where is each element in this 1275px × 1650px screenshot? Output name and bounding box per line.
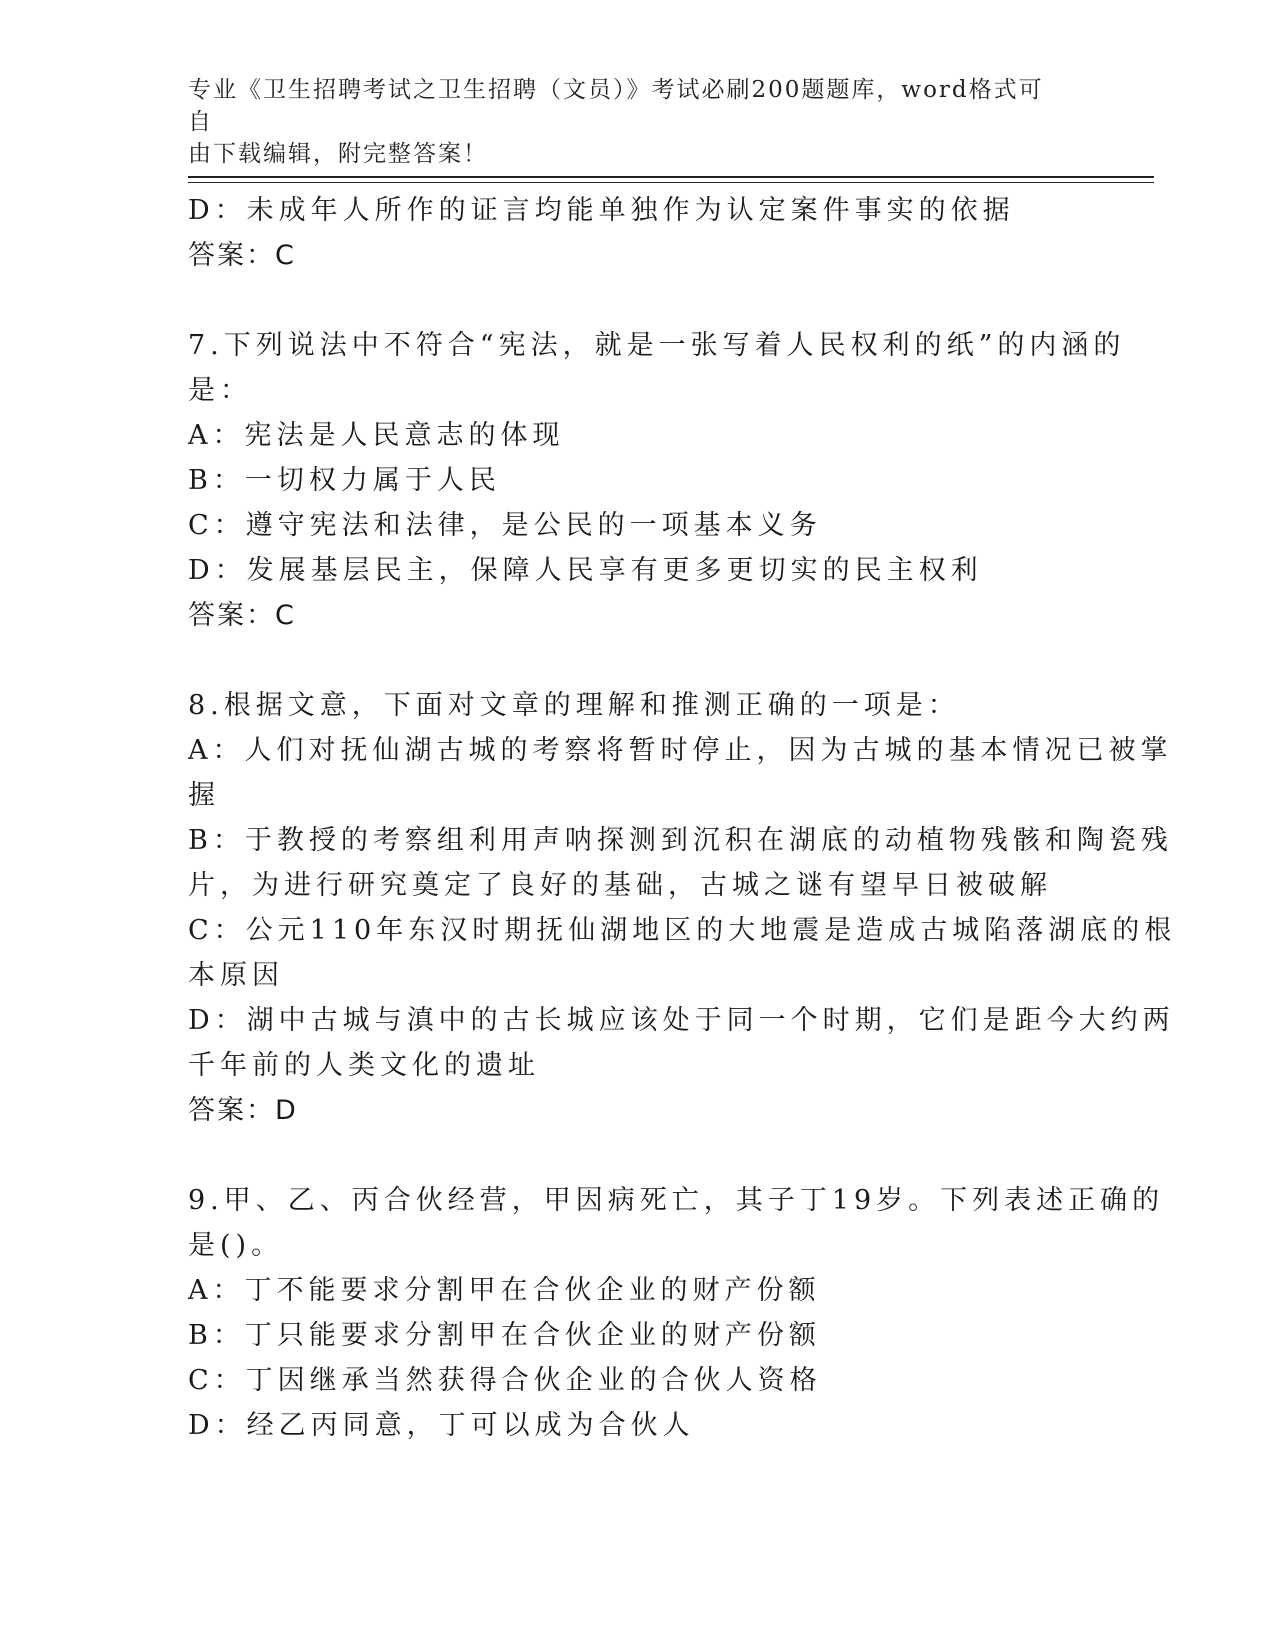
q7-option-d: D：发展基层民主，保障人民享有更多更切实的民主权利 <box>188 555 983 586</box>
q8-answer: 答案：D <box>188 1095 298 1126</box>
q8-option-b-line-2: 片，为进行研究奠定了良好的基础，古城之谜有望早日被破解 <box>188 870 1052 901</box>
prev-answer: 答案：C <box>188 240 296 271</box>
question-9 <box>188 1178 1165 1448</box>
previous-question-tail <box>188 188 1073 278</box>
header-divider <box>188 176 1154 183</box>
q9-stem-line-2: 是()。 <box>188 1230 284 1261</box>
header-line-2: 由下载编辑，附完整答案！ <box>188 141 488 167</box>
q9-option-b: B：丁只能要求分割甲在合伙企业的财产份额 <box>188 1320 821 1351</box>
q9-option-a: A：丁不能要求分割甲在合伙企业的财产份额 <box>188 1275 821 1306</box>
q7-option-c: C：遵守宪法和法律，是公民的一项基本义务 <box>188 510 822 541</box>
q8-option-c-line-1: C：公元110年东汉时期抚仙湖地区的大地震是造成古城陷落湖底的根 <box>188 915 1177 946</box>
question-7 <box>188 323 1126 638</box>
header-line-1: 专业《卫生招聘考试之卫生招聘（文员）》考试必刷200题题库，word格式可自 <box>188 77 1044 135</box>
question-8 <box>188 683 1177 1133</box>
q7-answer: 答案：C <box>188 600 296 631</box>
q9-stem-line-1: 9.甲、乙、丙合伙经营，甲因病死亡，其子丁19岁。下列表述正确的 <box>188 1185 1165 1216</box>
q8-option-a-line-1: A：人们对抚仙湖古城的考察将暂时停止，因为古城的基本情况已被掌 <box>188 735 1173 766</box>
q9-option-d: D：经乙丙同意，丁可以成为合伙人 <box>188 1410 695 1441</box>
q8-option-b-line-1: B：于教授的考察组利用声呐探测到沉积在湖底的动植物残骸和陶瓷残 <box>188 825 1173 856</box>
question-content <box>188 188 1177 1448</box>
q7-stem-line-1: 7.下列说法中不符合“宪法，就是一张写着人民权利的纸”的内涵的 <box>188 330 1126 361</box>
spacer <box>188 1133 1073 1178</box>
q7-stem-line-2: 是： <box>188 375 252 406</box>
q7-option-a: A：宪法是人民意志的体现 <box>188 420 565 451</box>
q8-stem: 8.根据文意，下面对文章的理解和推测正确的一项是： <box>188 690 960 721</box>
spacer <box>188 278 1073 323</box>
q8-option-c-line-2: 本原因 <box>188 960 284 991</box>
document-header <box>188 74 1068 170</box>
spacer <box>188 638 1073 683</box>
q8-option-a-line-2: 握 <box>188 780 220 811</box>
prev-option-d: D：未成年人所作的证言均能单独作为认定案件事实的依据 <box>188 195 1015 226</box>
q8-option-d-line-1: D：湖中古城与滇中的古长城应该处于同一个时期，它们是距今大约两 <box>188 1005 1175 1036</box>
q7-option-b: B：一切权力属于人民 <box>188 465 501 496</box>
q9-option-c: C：丁因继承当然获得合伙企业的合伙人资格 <box>188 1365 822 1396</box>
q8-option-d-line-2: 千年前的人类文化的遗址 <box>188 1050 540 1081</box>
